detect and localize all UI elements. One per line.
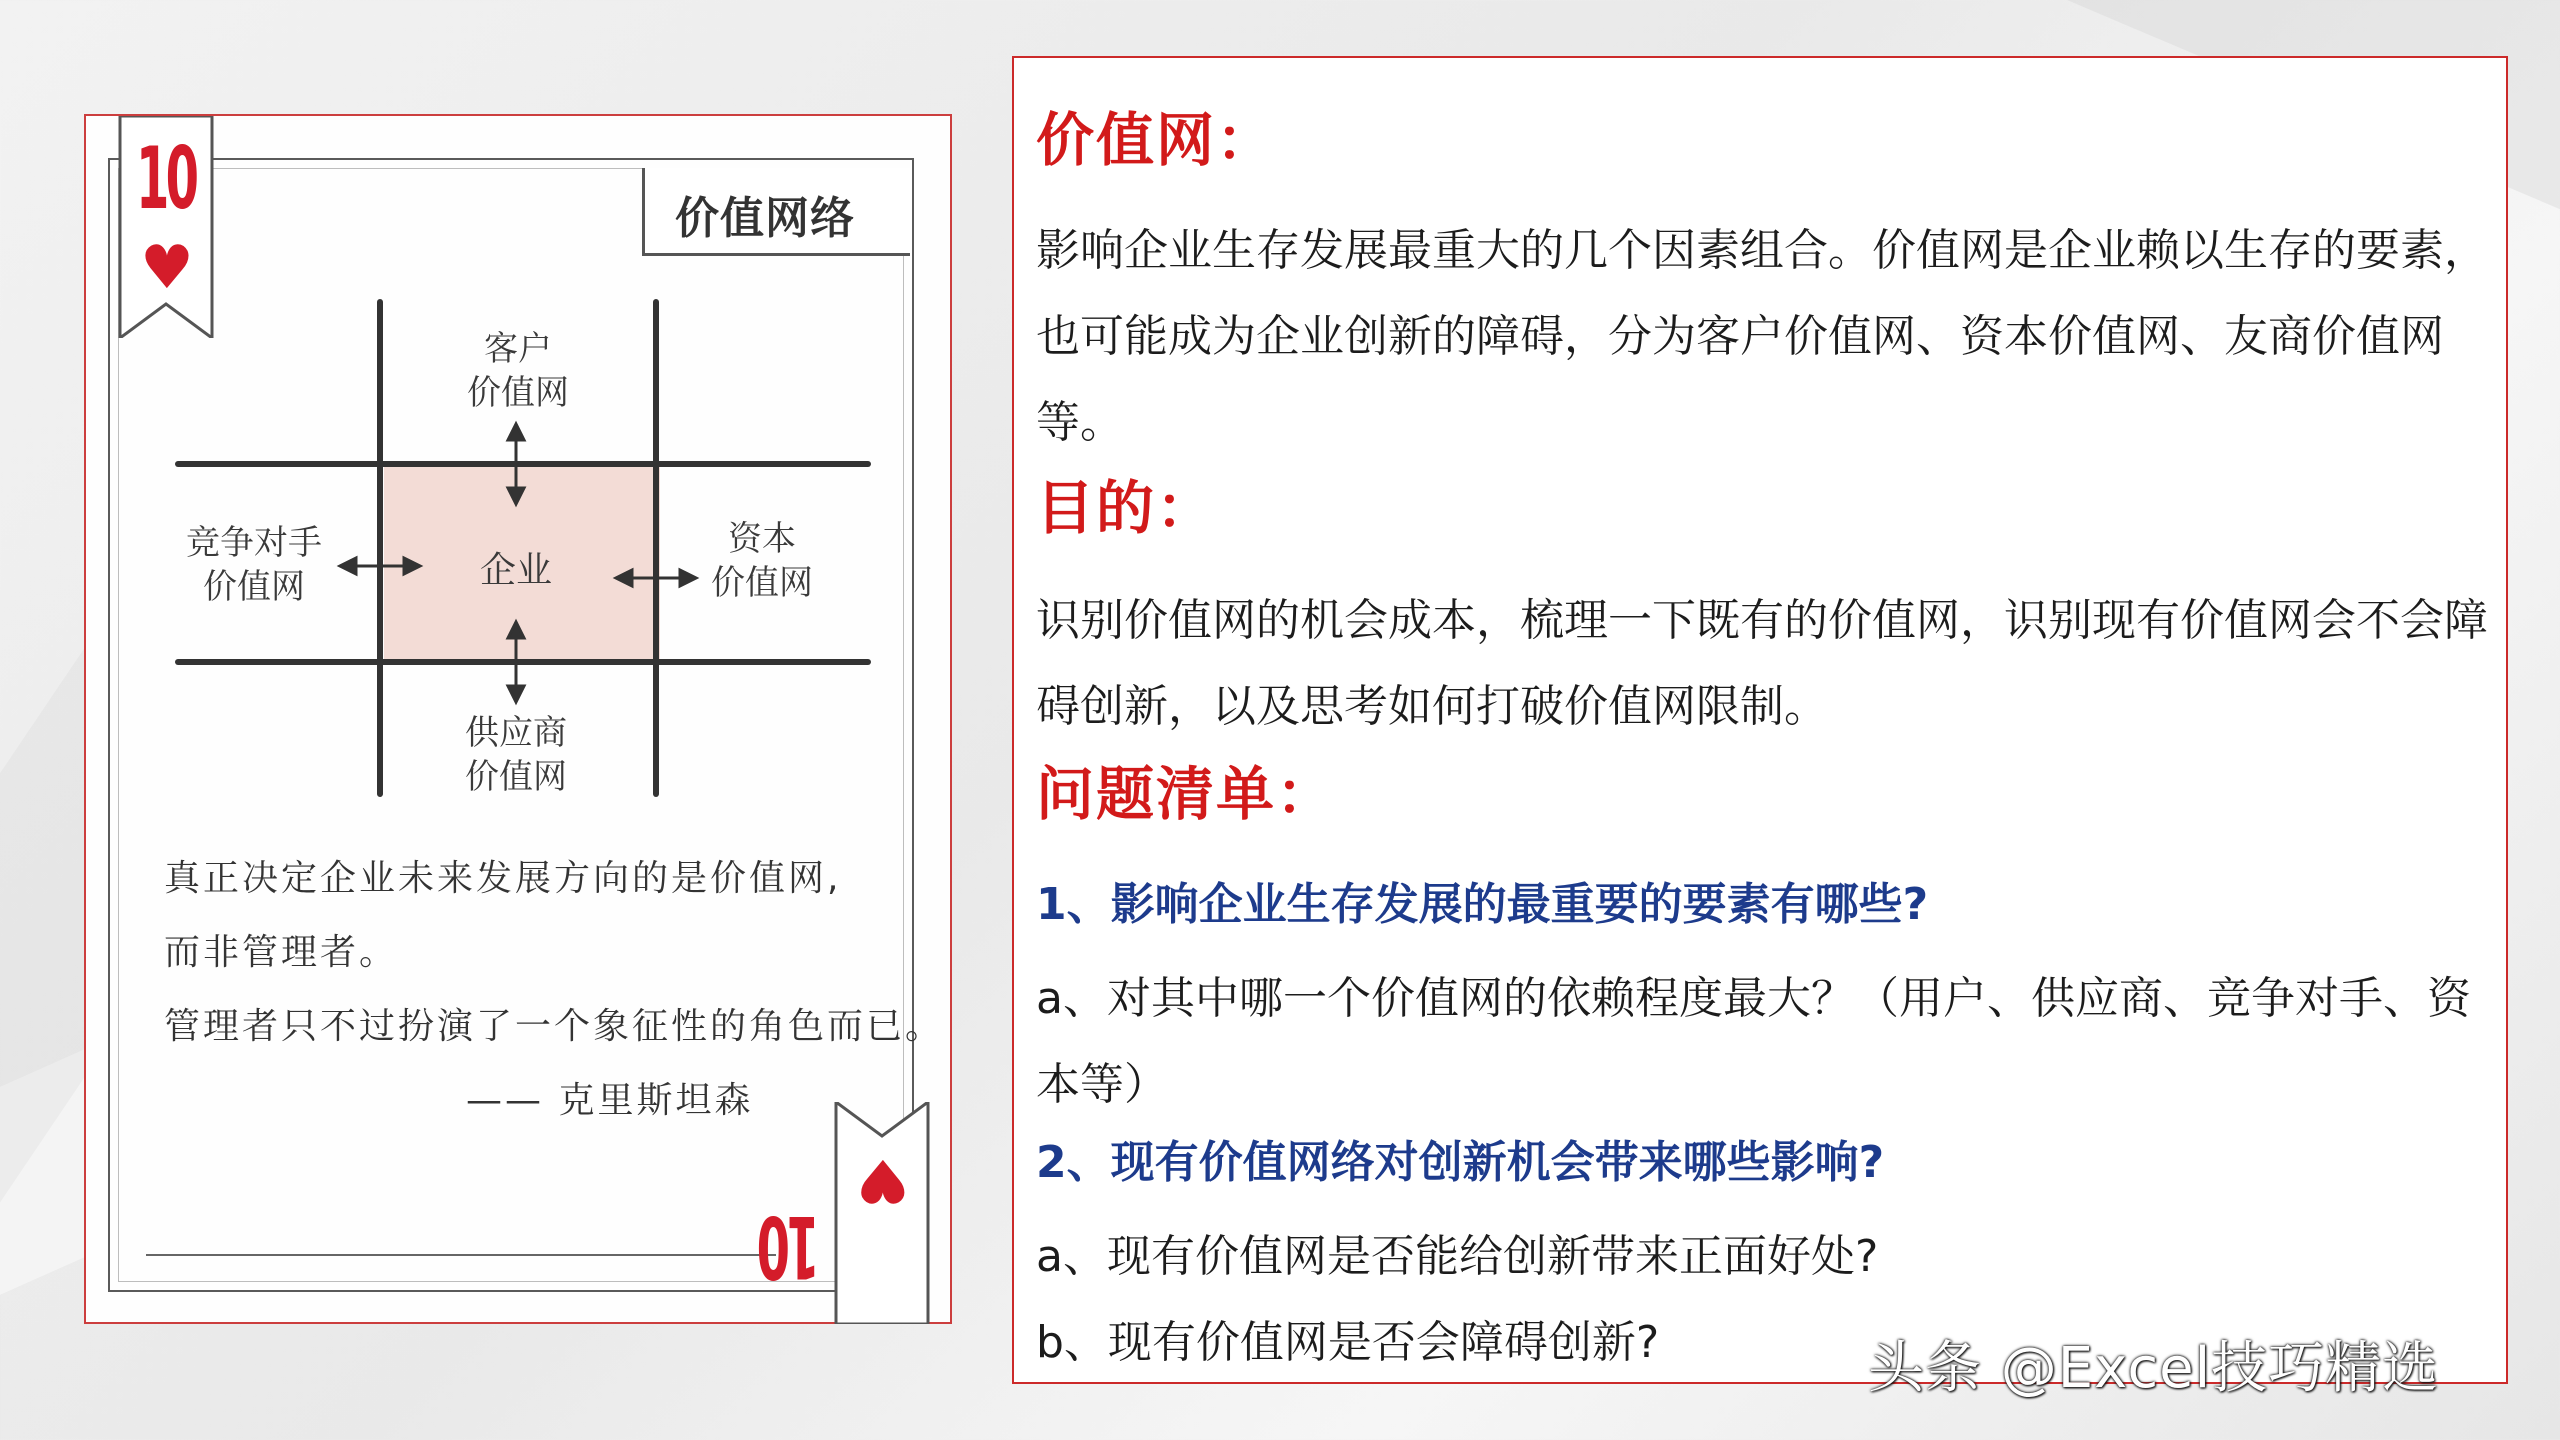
content-panel	[1012, 56, 2508, 1384]
watermark: 头条 @Excel技巧精选	[1868, 1336, 2440, 1401]
heading-purpose: 目的：	[1036, 474, 1217, 542]
quote-line: 真正决定企业未来发展方向的是价值网,	[164, 858, 842, 899]
quote-author: —— 克里斯坦森	[466, 1080, 754, 1121]
diagram-label-capital: 资本	[728, 519, 796, 559]
question-2-sub-a: a、现有价值网是否能给创新带来正面好处?	[1036, 1231, 1879, 1282]
heart-icon: ♥	[140, 233, 194, 303]
diagram-label-customer: 客户	[484, 329, 552, 369]
quote-line: 管理者只不过扮演了一个象征性的角色而已。	[164, 1006, 945, 1047]
question-1-sub-a: a、对其中哪一个价值网的依赖程度最大？（用户、供应商、竞争对手、资本等）	[1036, 973, 2471, 1110]
value-network-diagram	[84, 114, 952, 1324]
diagram-label-company: 企业	[479, 550, 553, 591]
card-rank-bottom: 10	[760, 1196, 820, 1296]
paragraph-purpose: 识别价值网的机会成本，梳理一下既有的价值网，识别现有价值网会不会障碍创新，以及思考如何打破价值网限制。	[1036, 595, 2488, 732]
diagram-label-customer-sub: 价值网	[467, 373, 569, 413]
heart-icon: ♥	[856, 1145, 910, 1215]
heading-value-network: 价值网：	[1036, 106, 1277, 174]
diagram-label-capital-sub: 价值网	[711, 563, 813, 603]
card-rank-top: 10	[136, 129, 196, 229]
quote-line: 而非管理者。	[164, 932, 399, 973]
diagram-label-competitor: 竞争对手	[186, 523, 322, 563]
question-2-sub-b: b、现有价值网是否会障碍创新?	[1036, 1317, 1660, 1368]
card-title: 价值网络	[675, 193, 855, 244]
diagram-label-competitor-sub: 价值网	[203, 567, 305, 607]
question-1: 1、影响企业生存发展的最重要的要素有哪些?	[1036, 879, 1929, 930]
question-2: 2、现有价值网络对创新机会带来哪些影响?	[1036, 1137, 1885, 1188]
diagram-label-supplier: 供应商	[465, 713, 567, 753]
heading-question-list: 问题清单：	[1036, 760, 1337, 828]
diagram-label-supplier-sub: 价值网	[465, 757, 567, 797]
paragraph-value-network: 影响企业生存发展最重大的几个因素组合。价值网是企业赖以生存的要素，也可能成为企业创新的障碍，分为客户价值网、资本价值网、友商价值网等。	[1036, 225, 2488, 448]
